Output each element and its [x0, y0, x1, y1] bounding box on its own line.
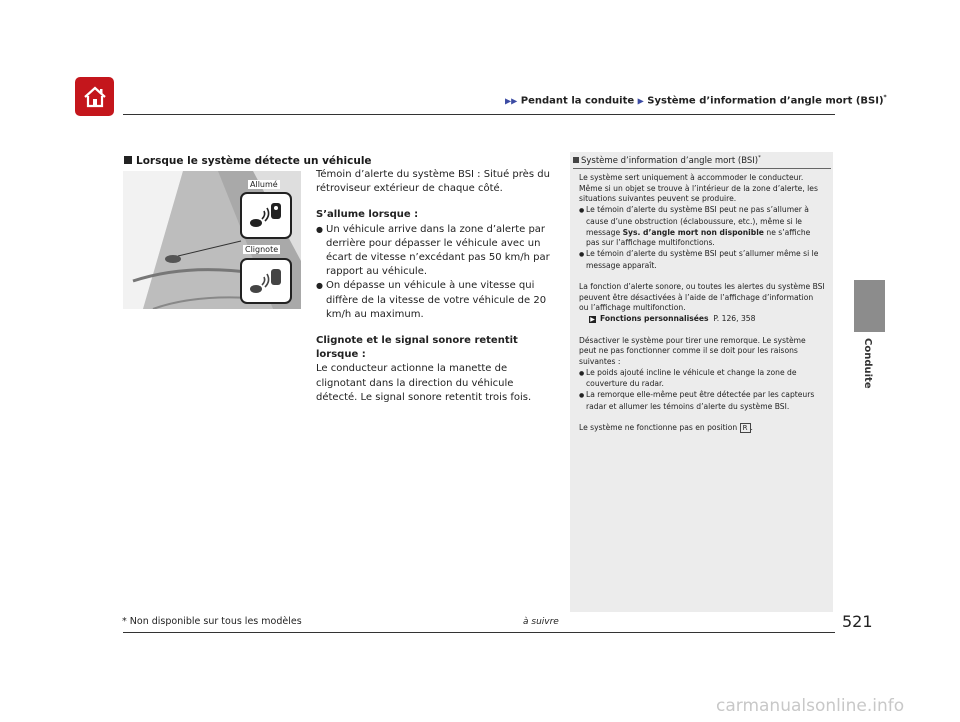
side-tab-label[interactable]: Conduite [862, 338, 873, 389]
arrow-icon: ▶▶ [505, 96, 518, 106]
list-item: ● Le témoin d’alerte du système BSI peut ne pas s’allumer à cause d’une obstruction (éclaboussure, etc.), même si le message Sys. d’angle mort non disponible ne s’affiche pas sur l’affichage multifonctions. [579, 205, 825, 249]
intro-text: Témoin d’alerte du système BSI : Situé près du rétroviseur extérieur de chaque côté. [316, 169, 550, 195]
sidebar-heading: Système d’information d’angle mort (BSI)* [573, 155, 761, 166]
car-icon [250, 285, 262, 293]
home-button[interactable] [75, 77, 114, 116]
gear-position-r: R [740, 423, 751, 433]
home-icon [82, 85, 108, 109]
main-text [316, 168, 554, 405]
sidebar-paragraph: Le système sert uniquement à accommoder le conducteur. Même si un objet se trouve à l’intérieur de la zone d’alerte, les situations suivantes peuvent se produire. [579, 173, 818, 204]
breadcrumb-item-driving[interactable]: Pendant la conduite [520, 95, 635, 107]
footer-divider [123, 632, 835, 633]
bsi-indicator-illustration [123, 171, 301, 309]
side-tab[interactable] [854, 280, 885, 332]
footnote: * Non disponible sur tous les modèles [122, 616, 302, 627]
car-icon [271, 269, 281, 285]
on-title: S’allume lorsque : [316, 209, 419, 221]
car-icon [250, 219, 262, 227]
breadcrumb-item-bsi[interactable]: Système d’information d’angle mort (BSI) [647, 95, 884, 107]
blink-title: Clignote et le signal sonore retentit lorsque : [316, 335, 518, 361]
car-icon [271, 203, 281, 219]
cross-reference-link[interactable]: ▶ Fonctions personnalisées P. 126, 358 [590, 314, 756, 324]
list-item: ● Le témoin d’alerte du système BSI peut s’allumer même si le message apparaît. [579, 249, 825, 271]
reference-arrow-icon: ▶ [590, 316, 595, 324]
square-bullet-icon [124, 156, 132, 164]
label-on: Allumé [250, 180, 278, 189]
sidebar-divider [573, 168, 831, 169]
footnote-star: * [883, 94, 887, 101]
sidebar-paragraph: Le système ne fonctionne pas en position R . [579, 423, 753, 433]
arrow-icon: ▶ [637, 96, 644, 106]
list-item: ● On dépasse un véhicule à une vitesse qui diffère de la vitesse de votre véhicule de 20 km/h au maximum. [316, 279, 554, 322]
sidebar-paragraph: Désactiver le système pour tirer une remorque. Le système peut ne pas fonctionner comme il se doit pour les raisons suivantes : [579, 335, 806, 366]
list-item: ● Le poids ajouté incline le véhicule et change la zone de couverture du radar. [579, 368, 825, 390]
watermark: carmanualsonline.info [716, 696, 905, 716]
header-divider [123, 114, 835, 115]
page-number: 521 [842, 612, 873, 631]
section-title-text: Lorsque le système détecte un véhicule [136, 155, 372, 167]
breadcrumb [505, 94, 887, 106]
note-icon [573, 157, 579, 163]
blink-text: Le conducteur actionne la manette de clignotant dans la direction du véhicule détecté. Le signal sonore retentit trois fois. [316, 363, 532, 403]
continued-label: à suivre [523, 617, 559, 627]
list-item: ● Un véhicule arrive dans la zone d’alerte par derrière pour dépasser le véhicule avec un écart de vitesse n’excédant pas 50 km/h par rapport au véhicule. [316, 223, 554, 280]
section-title [124, 155, 372, 167]
label-blink: Clignote [245, 245, 279, 254]
list-item: ● La remorque elle-même peut être détectée par les capteurs radar et allumer les témoins d’alerte du système BSI. [579, 390, 825, 412]
sidebar-text [579, 173, 825, 434]
sidebar-paragraph: La fonction d’alerte sonore, ou toutes les alertes du système BSI peuvent être désactivées à l’aide de l’affichage d’information ou l’affichage multifonction. [579, 282, 825, 313]
